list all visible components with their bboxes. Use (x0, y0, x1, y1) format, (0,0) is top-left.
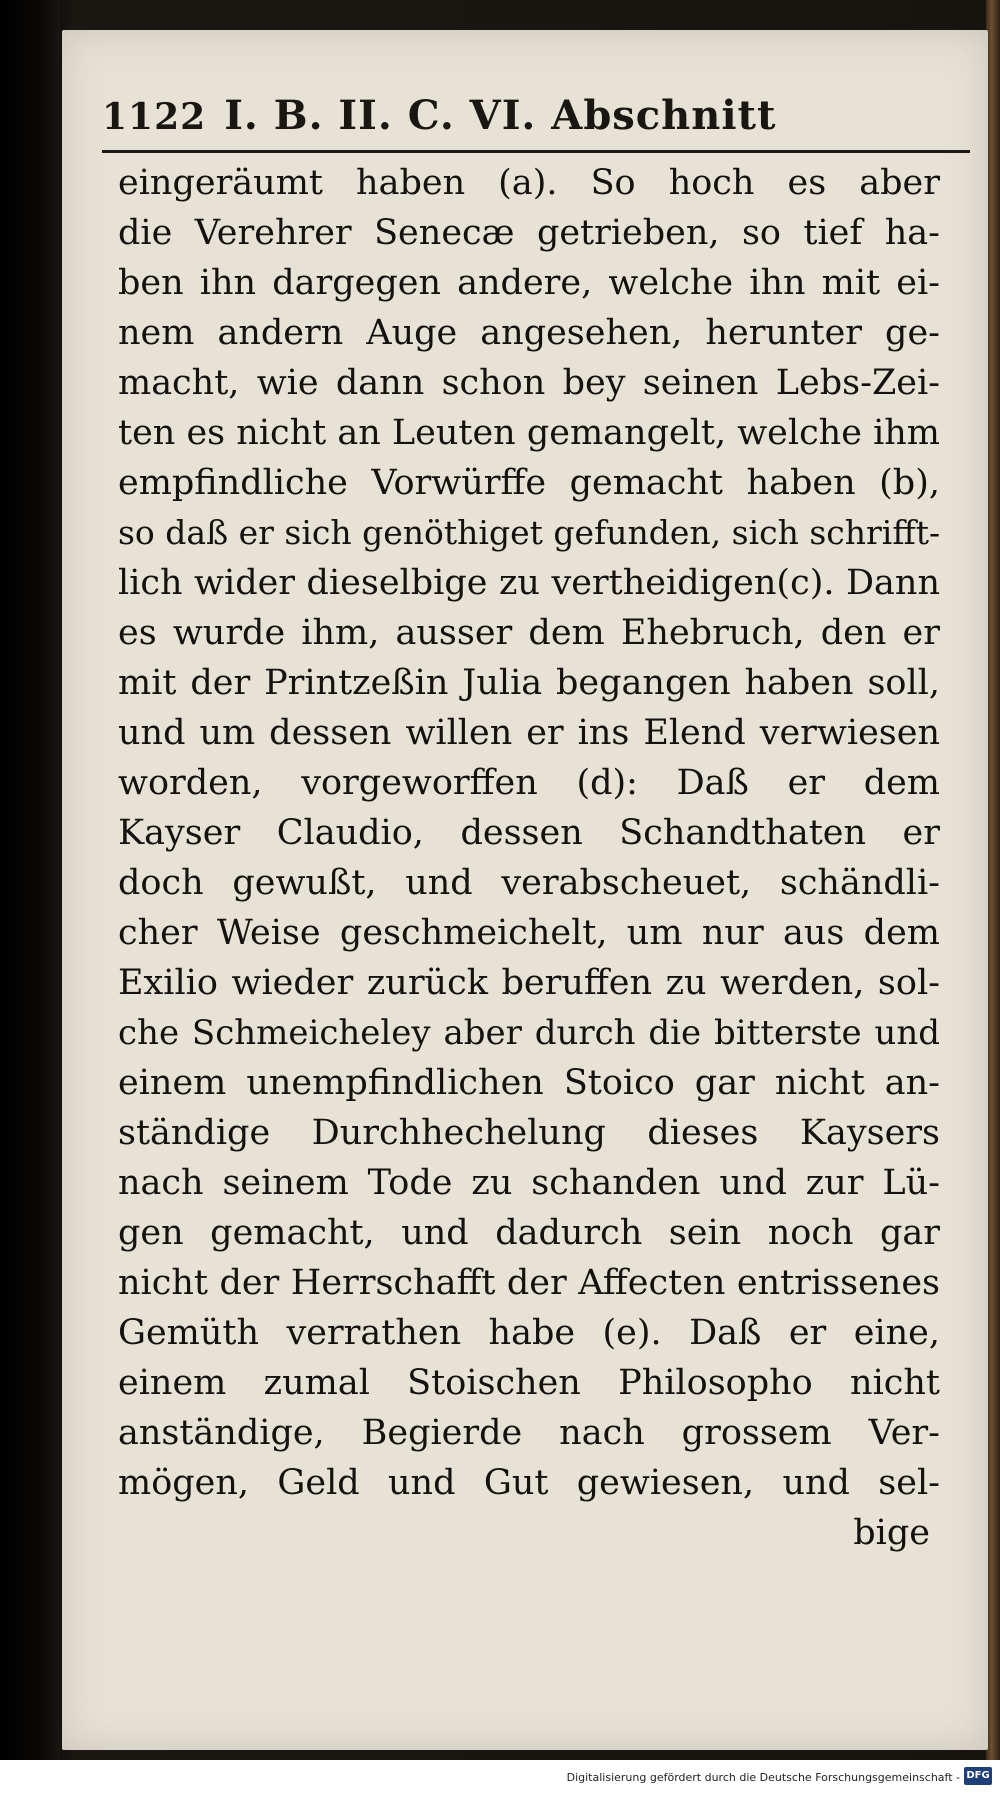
dfg-logo-icon: DFG (964, 1767, 992, 1785)
text-line: worden, vorgeworffen (d): Daß er dem (118, 763, 940, 803)
text-line: ten es nicht an Leuten gemangelt, welche ihm (118, 413, 940, 453)
book-spine-shadow (0, 0, 60, 1760)
page-edge (986, 0, 1000, 1760)
body-text (118, 158, 940, 1558)
text-line: Kayser Claudio, dessen Schandthaten er (118, 813, 940, 853)
text-line: Gemüth verrathen habe (e). Daß er eine, (118, 1313, 940, 1353)
text-line: nicht der Herrschafft der Affecten entrissenes (118, 1263, 940, 1303)
running-head (102, 92, 842, 152)
text-line: lich wider dieselbige zu vertheidigen(c). Dann (118, 563, 940, 603)
text-line: und um dessen willen er ins Elend verwiesen (118, 713, 940, 753)
text-line: Exilio wieder zurück beruffen zu werden, sol- (118, 963, 940, 1003)
running-title: I. B. II. C. VI. Abschnitt (224, 92, 777, 139)
text-line: ben ihn dargegen andere, welche ihn mit ei- (118, 263, 940, 303)
text-line: mögen, Geld und Gut gewiesen, und sel- (118, 1463, 940, 1503)
text-line: anständige, Begierde nach grossem Ver- (118, 1413, 940, 1453)
text-line: so daß er sich genöthiget gefunden, sich schrifft- (118, 513, 941, 552)
text-line: empfindliche Vorwürffe gemacht haben (b), (118, 463, 940, 503)
catchword: bige (853, 1513, 930, 1553)
text-line: macht, wie dann schon bey seinen Lebs-Zei- (118, 363, 940, 403)
page-number: 1122 (102, 96, 207, 138)
text-line: mit der Printzeßin Julia begangen haben soll, (118, 663, 940, 703)
text-line: es wurde ihm, ausser dem Ehebruch, den er (118, 613, 940, 653)
text-line: die Verehrer Senecæ getrieben, so tief ha- (118, 213, 940, 253)
digitization-credit: Digitalisierung gefördert durch die Deutsche Forschungsgemeinschaft - (566, 1771, 960, 1784)
header-rule (102, 150, 970, 153)
text-line: einem unempfindlichen Stoico gar nicht an- (118, 1063, 940, 1103)
text-line: gen gemacht, und dadurch sein noch gar (118, 1213, 940, 1253)
text-line: cher Weise geschmeichelt, um nur aus dem (118, 913, 940, 953)
text-line: doch gewußt, und verabscheuet, schändli- (118, 863, 940, 903)
text-line: che Schmeicheley aber durch die bitterste und (118, 1013, 940, 1053)
text-line: ständige Durchhechelung dieses Kaysers (118, 1113, 940, 1153)
text-line: einem zumal Stoischen Philosopho nicht (118, 1363, 940, 1403)
text-line: nem andern Auge angesehen, herunter ge- (118, 313, 940, 353)
text-line: nach seinem Tode zu schanden und zur Lü- (118, 1163, 940, 1203)
text-line: eingeräumt haben (a). So hoch es aber (118, 163, 940, 203)
